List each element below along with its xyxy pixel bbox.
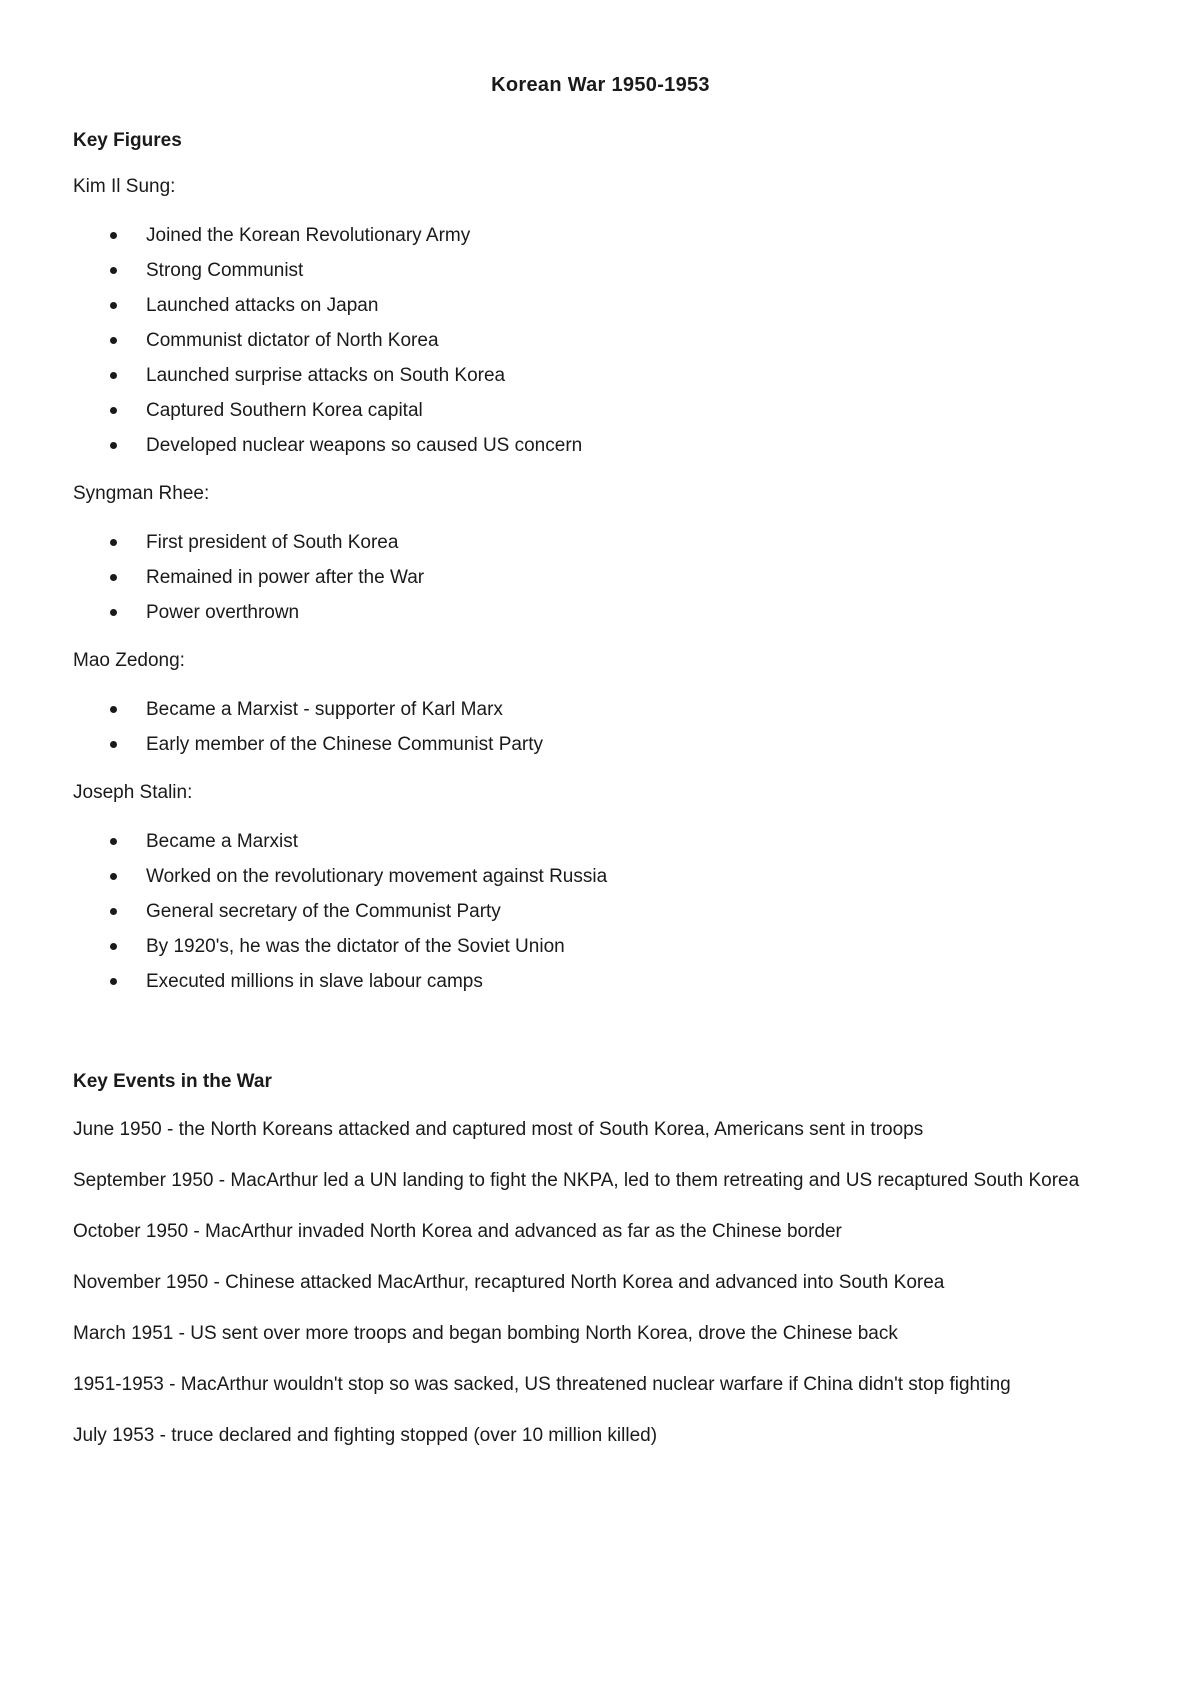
key-figures-heading: Key Figures — [73, 130, 182, 151]
event-paragraph: June 1950 - the North Koreans attacked and captured most of South Korea, Americans sent in troops — [73, 1119, 924, 1140]
list-item-text: Strong Communist — [146, 260, 304, 281]
list-item-text: Captured Southern Korea capital — [146, 400, 423, 421]
list-item-text: Launched surprise attacks on South Korea — [146, 365, 506, 386]
figure-points-list — [73, 692, 1080, 762]
list-item-text: Joined the Korean Revolutionary Army — [146, 225, 471, 246]
bullet-icon — [110, 302, 117, 309]
list-item — [73, 692, 1080, 727]
bullet-icon — [110, 372, 117, 379]
bullet-icon — [110, 908, 117, 915]
key-events-section — [73, 1113, 1080, 1452]
list-item — [73, 525, 1080, 560]
figure-name: Joseph Stalin: — [73, 782, 193, 803]
list-item-text: Executed millions in slave labour camps — [146, 971, 483, 992]
list-item — [73, 824, 1080, 859]
key-events-heading: Key Events in the War — [73, 1071, 272, 1092]
event-paragraph: November 1950 - Chinese attacked MacArthur, recaptured North Korea and advanced into South Korea — [73, 1272, 945, 1293]
figure-name: Mao Zedong: — [73, 650, 185, 671]
list-item — [73, 253, 1080, 288]
list-item — [73, 894, 1080, 929]
bullet-icon — [110, 539, 117, 546]
key-figures-section — [73, 172, 1080, 999]
event-paragraph: July 1953 - truce declared and fighting stopped (over 10 million killed) — [73, 1425, 658, 1446]
figure-points-list — [73, 525, 1080, 630]
bullet-icon — [110, 337, 117, 344]
list-item — [73, 859, 1080, 894]
list-item-text: Remained in power after the War — [146, 567, 425, 588]
figure-points-list — [73, 824, 1080, 999]
list-item-text: Developed nuclear weapons so caused US concern — [146, 435, 583, 456]
event-paragraph: September 1950 - MacArthur led a UN landing to fight the NKPA, led to them retreating and US recaptured South Korea — [73, 1170, 1080, 1191]
event-paragraph: March 1951 - US sent over more troops and began bombing North Korea, drove the Chinese back — [73, 1323, 898, 1344]
event-paragraph: October 1950 - MacArthur invaded North Korea and advanced as far as the Chinese border — [73, 1221, 842, 1242]
figure-name: Kim Il Sung: — [73, 176, 176, 197]
list-item — [73, 358, 1080, 393]
list-item-text: Worked on the revolutionary movement against Russia — [146, 866, 608, 887]
bullet-icon — [110, 706, 117, 713]
list-item — [73, 288, 1080, 323]
list-item — [73, 964, 1080, 999]
figure-points-list — [73, 218, 1080, 463]
bullet-icon — [110, 873, 117, 880]
list-item-text: Communist dictator of North Korea — [146, 330, 439, 351]
list-item-text: General secretary of the Communist Party — [146, 901, 501, 922]
section-spacer — [73, 1015, 1080, 1067]
list-item-text: Power overthrown — [146, 602, 300, 623]
bullet-icon — [110, 609, 117, 616]
bullet-icon — [110, 978, 117, 985]
bullet-icon — [110, 232, 117, 239]
document-title: Korean War 1950-1953 — [491, 74, 710, 96]
bullet-icon — [110, 407, 117, 414]
list-item-text: By 1920's, he was the dictator of the Soviet Union — [146, 936, 565, 957]
list-item — [73, 323, 1080, 358]
bullet-icon — [110, 943, 117, 950]
list-item-text: Became a Marxist — [146, 831, 299, 852]
event-paragraph: 1951-1953 - MacArthur wouldn't stop so was sacked, US threatened nuclear warfare if China didn't stop fighting — [73, 1374, 1011, 1395]
bullet-icon — [110, 741, 117, 748]
list-item-text: Became a Marxist - supporter of Karl Marx — [146, 699, 503, 720]
bullet-icon — [110, 838, 117, 845]
list-item — [73, 218, 1080, 253]
figure-name: Syngman Rhee: — [73, 483, 210, 504]
list-item — [73, 727, 1080, 762]
list-item-text: Launched attacks on Japan — [146, 295, 379, 316]
list-item — [73, 428, 1080, 463]
list-item — [73, 929, 1080, 964]
bullet-icon — [110, 442, 117, 449]
list-item — [73, 393, 1080, 428]
list-item — [73, 560, 1080, 595]
list-item-text: Early member of the Chinese Communist Party — [146, 734, 544, 755]
list-item — [73, 595, 1080, 630]
bullet-icon — [110, 574, 117, 581]
list-item-text: First president of South Korea — [146, 532, 399, 553]
bullet-icon — [110, 267, 117, 274]
